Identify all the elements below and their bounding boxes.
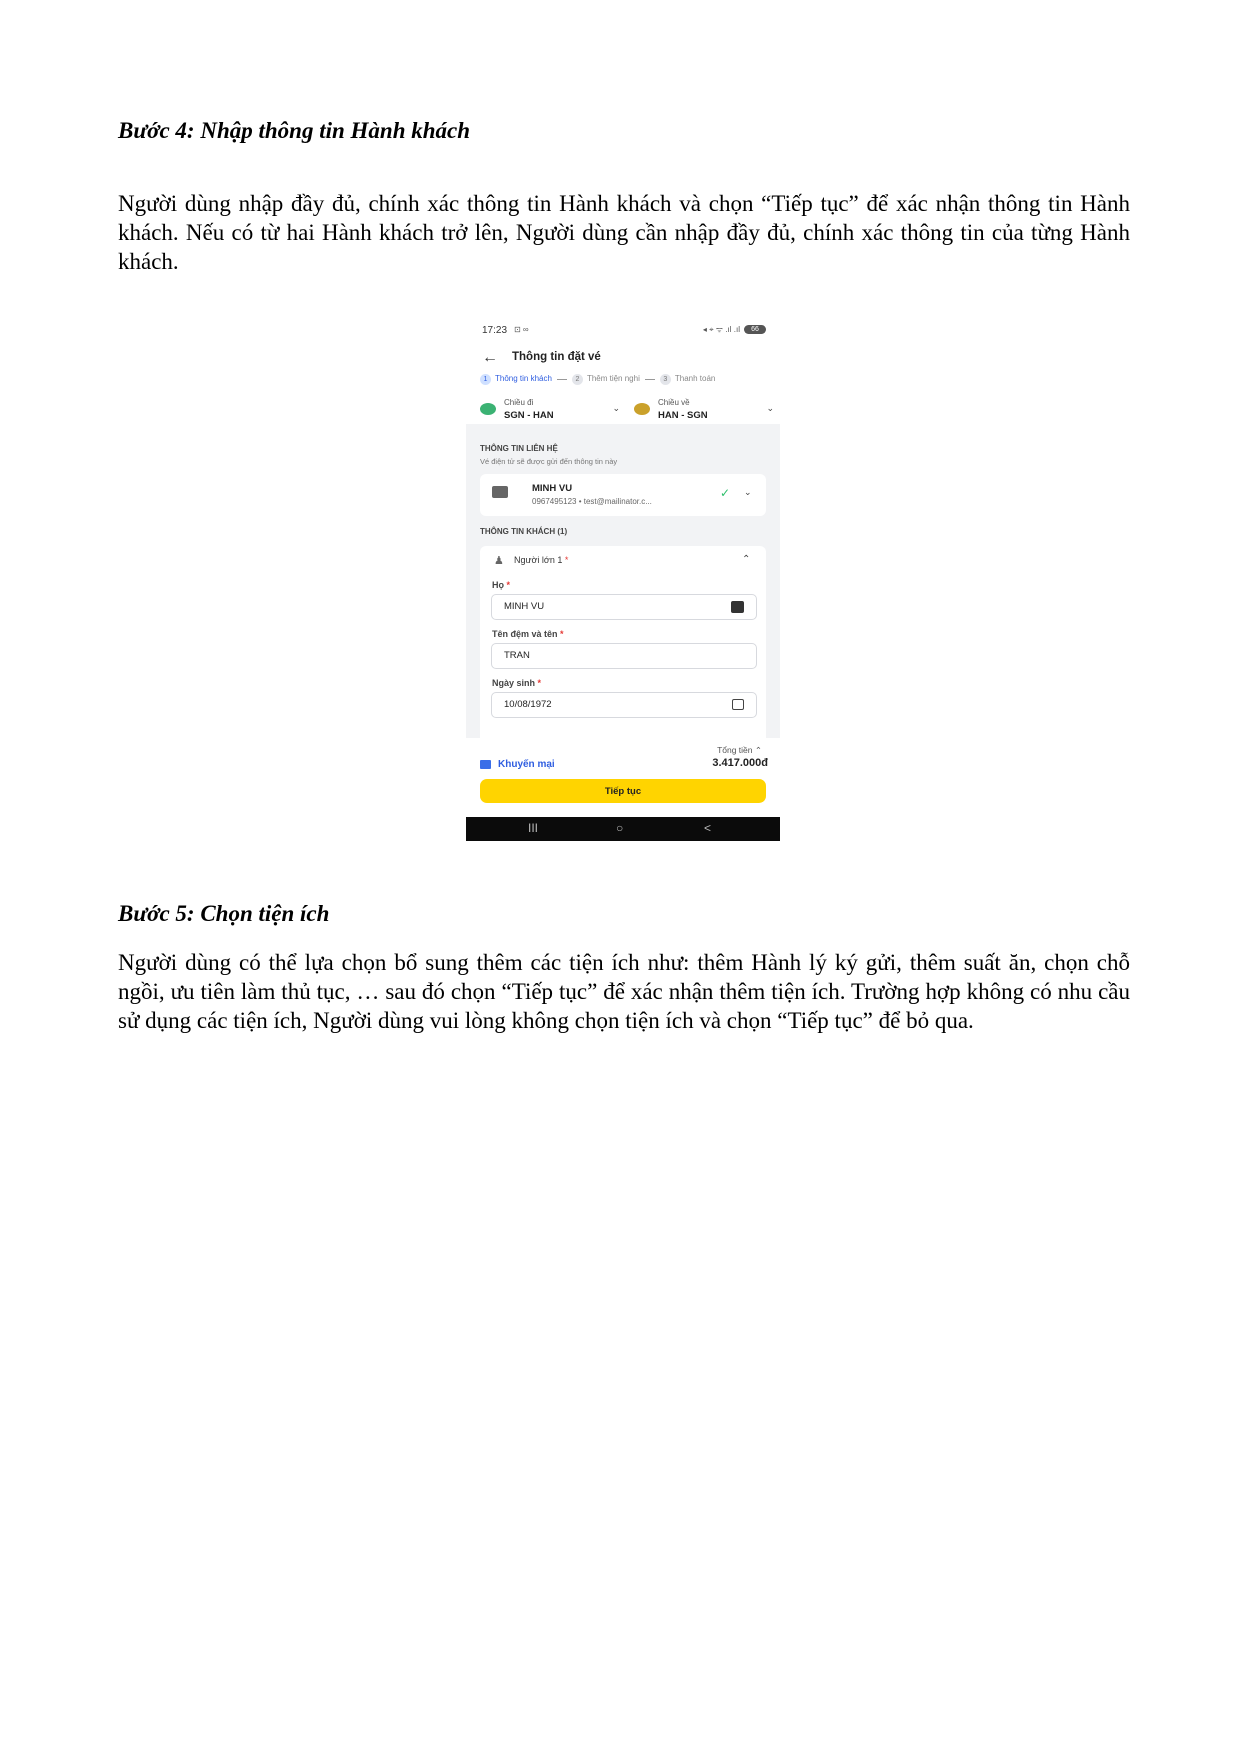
continue-button[interactable]: Tiếp tục xyxy=(480,779,766,803)
input-value: TRAN xyxy=(504,650,530,661)
field-label-lastname xyxy=(492,580,510,590)
passenger-section-title: THÔNG TIN KHÁCH (1) xyxy=(480,527,568,536)
system-icons xyxy=(703,324,766,335)
step-label: Thanh toán xyxy=(674,374,716,383)
status-bar xyxy=(466,320,780,342)
total-label[interactable]: Tổng tiền ⌃ xyxy=(717,745,762,755)
person-icon: ♟ xyxy=(494,555,504,567)
segment-label: Chiều về xyxy=(658,398,690,407)
required-mark: * xyxy=(564,555,569,565)
step5-body: Người dùng có thể lựa chọn bổ sung thêm các tiện ích như: thêm Hành lý ký gửi, thêm suất ăn, chọn chỗ ngồi, ưu tiên làm thủ tục, … sau đó chọn “Tiếp tục” để xác nhận thêm tiện ích. Trường hợp không có nhu cầu sử dụng các tiện ích, Người dùng vui lòng không chọn tiện ích và chọn “Tiếp tục” để bỏ qua. xyxy=(118,950,1130,1033)
step5-heading: Bước 5: Chọn tiện ích xyxy=(118,901,330,926)
segment-return[interactable] xyxy=(634,395,780,423)
field-label-text: Ngày sinh xyxy=(492,678,536,688)
contact-section-title: THÔNG TIN LIÊN HỆ xyxy=(480,444,558,453)
contact-card-icon[interactable] xyxy=(731,601,744,613)
ticket-icon xyxy=(480,760,491,769)
chevron-down-icon[interactable]: ⌄ xyxy=(744,487,752,497)
contact-section-subtitle: Vé điện tử sẽ được gửi đến thông tin này xyxy=(480,457,618,466)
step-number: 1 xyxy=(480,374,491,385)
segment-route: SGN - HAN xyxy=(504,410,554,421)
chevron-down-icon: ⌄ xyxy=(766,403,774,413)
step-number: 2 xyxy=(572,374,583,385)
step-passenger-info xyxy=(480,374,552,385)
required-mark: * xyxy=(560,629,564,639)
passenger-title[interactable] xyxy=(514,555,568,565)
android-nav-bar xyxy=(466,817,780,841)
calendar-icon[interactable] xyxy=(732,699,744,710)
required-mark: * xyxy=(537,678,542,688)
field-label-text: Tên đệm và tên xyxy=(492,629,558,639)
progress-steps xyxy=(480,374,715,385)
birthdate-input[interactable] xyxy=(491,692,757,718)
step-divider xyxy=(557,379,567,380)
step-payment xyxy=(660,374,715,385)
step-divider xyxy=(645,379,655,380)
step-label: Thông tin khách xyxy=(495,374,552,383)
field-label-text: Họ xyxy=(492,580,504,590)
step-label: Thêm tiện nghi xyxy=(586,374,640,383)
required-mark: * xyxy=(506,580,511,590)
chevron-up-icon[interactable]: ⌃ xyxy=(742,554,751,565)
step-add-services xyxy=(572,374,640,385)
notification-icons: ⊡ ∞ xyxy=(514,325,529,334)
bottom-bar xyxy=(466,738,780,817)
mail-icon xyxy=(492,486,508,498)
check-icon: ✓ xyxy=(720,486,731,500)
status-time: 17:23 xyxy=(482,325,508,336)
firstname-input[interactable] xyxy=(491,643,757,669)
contact-detail: 0967495123 • test@mailinator.c... xyxy=(532,497,652,506)
airline-logo-icon xyxy=(634,403,650,415)
phone-screenshot xyxy=(466,320,780,841)
passenger-title-text: Người lớn 1 xyxy=(514,555,563,565)
recent-apps-icon[interactable]: III xyxy=(528,821,539,835)
step4-body: Người dùng nhập đầy đủ, chính xác thông tin Hành khách và chọn “Tiếp tục” để xác nhận thông tin Hành khách. Nếu có từ hai Hành khách trở lên, Người dùng cần nhập đầy đủ, chính xác thông tin của từng Hành khách. xyxy=(118,191,1130,274)
back-arrow-icon[interactable]: ← xyxy=(482,349,498,366)
lastname-input[interactable] xyxy=(491,594,757,620)
battery-icon: 66 xyxy=(744,325,766,334)
step4-heading: Bước 4: Nhập thông tin Hành khách xyxy=(118,118,471,143)
step-number: 3 xyxy=(660,374,671,385)
segment-outbound[interactable] xyxy=(480,395,630,423)
segment-label: Chiều đi xyxy=(504,398,534,407)
field-label-birthdate xyxy=(492,678,541,688)
signal-icon: ◂ ⌖ ᯤ .ıl .ıl xyxy=(702,325,740,334)
field-label-firstname xyxy=(492,629,564,639)
airline-logo-icon xyxy=(480,403,496,415)
home-icon[interactable]: ○ xyxy=(616,821,624,835)
input-value: MINH VU xyxy=(504,601,545,612)
total-value: 3.417.000đ xyxy=(712,757,768,769)
chevron-down-icon: ⌄ xyxy=(612,403,620,413)
back-icon[interactable]: < xyxy=(704,821,712,835)
promo-link[interactable]: Khuyến mại xyxy=(498,759,555,770)
passenger-card xyxy=(480,546,766,746)
booking-header xyxy=(466,342,780,424)
contact-name: MINH VU xyxy=(532,483,573,494)
contact-card[interactable] xyxy=(480,474,766,516)
segment-route: HAN - SGN xyxy=(658,410,708,421)
input-value: 10/08/1972 xyxy=(504,699,552,710)
page-title: Thông tin đặt vé xyxy=(512,351,601,363)
